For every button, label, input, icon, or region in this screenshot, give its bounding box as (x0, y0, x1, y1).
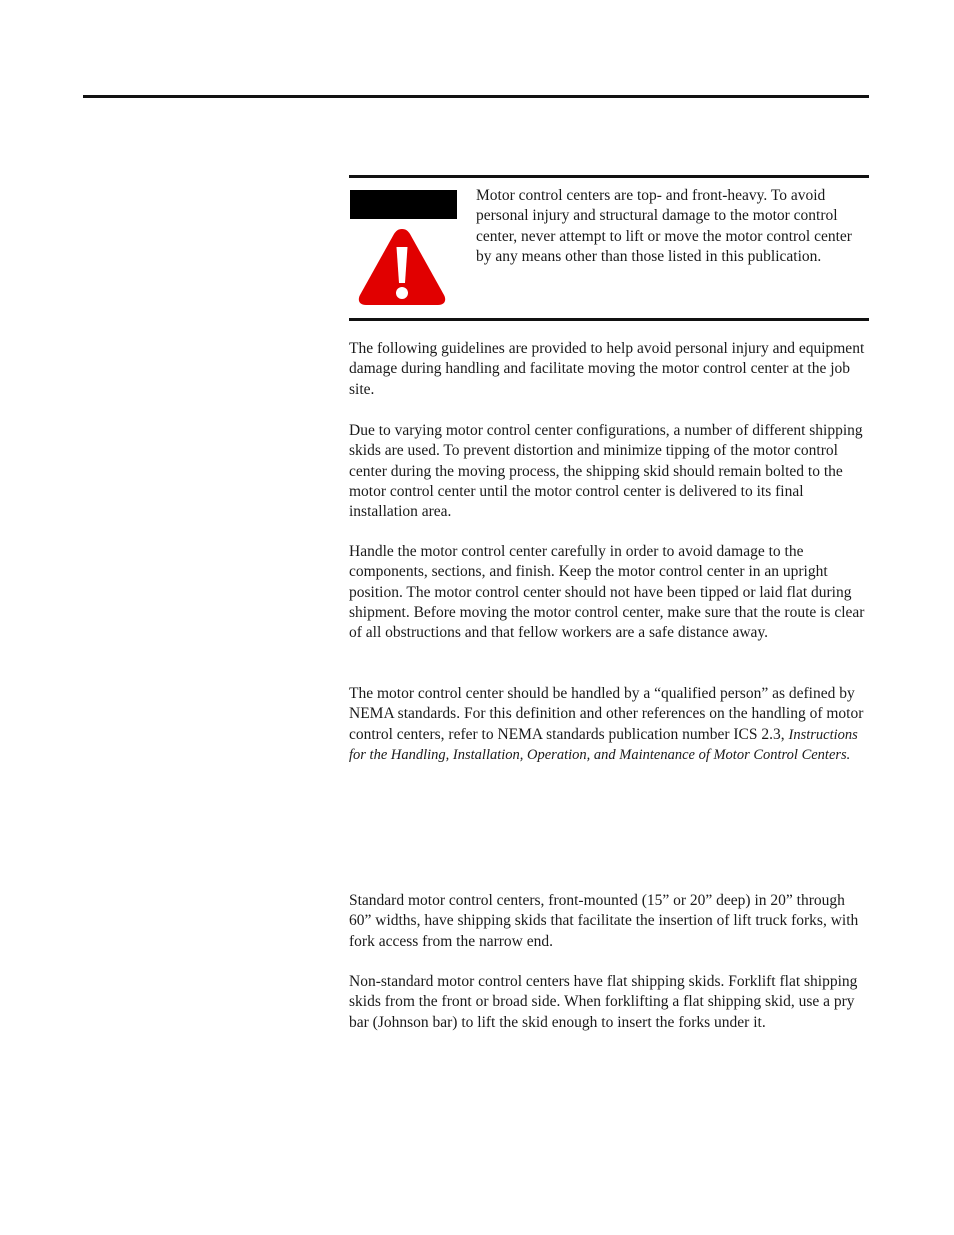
header-rule (83, 95, 869, 98)
paragraph-qualified-person (349, 684, 871, 765)
paragraph-qualified-person-text: The motor control center should be handled by a “qualified person” as defined by NEMA standards. For this definition and other references on the handling of motor control centers, refer to NEMA standards publication number ICS 2.3, (349, 685, 864, 743)
warning-text: Motor control centers are top- and front-heavy. To avoid personal injury and structural damage to the motor control center, never attempt to lift or move the motor control center by any means other than those listed in this publication. (476, 187, 852, 265)
warning-label-bar (350, 190, 457, 219)
paragraph-guidelines: The following guidelines are provided to help avoid personal injury and equipment damage during handling and facilitate moving the motor control center at the job site. (349, 340, 865, 398)
warning-exclamation-icon (357, 225, 447, 307)
paragraph-handling: Handle the motor control center carefully in order to avoid damage to the components, sections, and finish. Keep the motor control center in an upright position. The motor control center should not have been tipped or laid flat during shipment. Before moving the motor control center, make sure that the route is clear of all obstructions and that fellow workers are a safe distance away. (349, 543, 865, 642)
paragraph-flat-skids: Non-standard motor control centers have flat shipping skids. Forklift flat shipping skids from the front or broad side. When forklifting a flat shipping skid, use a pry bar (Johnson bar) to lift the skid enough to insert the forks under it. (349, 973, 858, 1031)
paragraph-shipping-skids: Due to varying motor control center configurations, a number of different shipping skids are used. To prevent distortion and minimize tipping of the motor control center during the moving process, the shipping skid should remain bolted to the motor control center until the motor control center is delivered to its final installation area. (349, 422, 863, 521)
publication-title: Instructions for the Handling, Installation, Operation, and Maintenance of Motor Control Centers. (349, 726, 858, 763)
warning-notice (349, 175, 869, 321)
paragraph-standard-skids: Standard motor control centers, front-mounted (15” or 20” deep) in 20” through 60” widths, have shipping skids that facilitate the insertion of lift truck forks, with fork access from the narrow end. (349, 892, 859, 950)
